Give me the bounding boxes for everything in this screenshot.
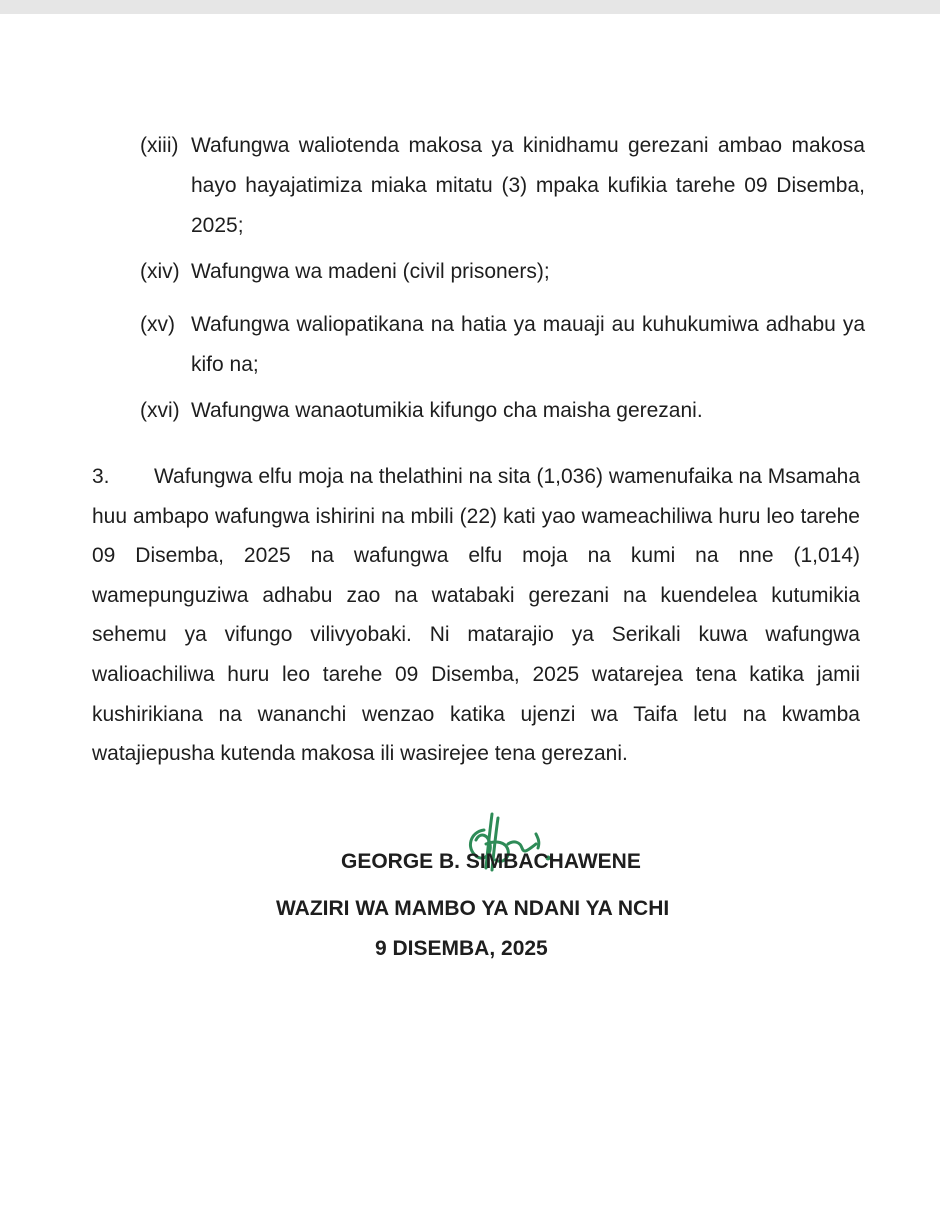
list-item-number: (xvi) [140, 399, 180, 422]
list-item-number: (xv) [140, 313, 175, 336]
signature-date: 9 DISEMBA, 2025 [375, 937, 548, 960]
list-item-xvi [140, 391, 865, 431]
paragraph-3 [92, 457, 860, 774]
list-item-text: Wafungwa waliopatikana na hatia ya mauaji au kuhukumiwa adhabu ya kifo na; [191, 313, 865, 376]
list-item-xv [140, 305, 865, 385]
top-border-band [0, 0, 940, 14]
signatory-name: GEORGE B. SIMBACHAWENE [341, 850, 641, 873]
list-item-text: Wafungwa wanaotumikia kifungo cha maisha gerezani. [191, 399, 703, 422]
document-page [0, 14, 940, 1210]
list-item-number: (xiii) [140, 134, 179, 157]
signatory-title: WAZIRI WA MAMBO YA NDANI YA NCHI [276, 897, 670, 920]
list-item-xiii [140, 126, 865, 246]
paragraph-number: 3. [92, 465, 110, 488]
paragraph-text: Wafungwa elfu moja na thelathini na sita (1,036) wamenufaika na Msamaha huu ambapo wafungwa ishirini na mbili (22) kati yao wameachiliwa huru leo tarehe 09 Disemba, 2025 na wafungwa elfu moja na kumi na nne (1,014) wamepunguziwa adhabu zao na watabaki gerezani na kuendelea kutumikia sehemu ya vifungo vilivyobaki. Ni matarajio ya Serikali kuwa wafungwa walioachiliwa huru leo tarehe 09 Disemba, 2025 watarejea tena katika jamii kushirikiana na wananchi wenzao katika ujenzi wa Taifa letu na kwamba watajiepusha kutenda makosa ili wasirejee tena gerezani. [92, 465, 860, 766]
list-item-xiv [140, 252, 865, 292]
list-item-text: Wafungwa wa madeni (civil prisoners); [191, 260, 550, 283]
list-item-number: (xiv) [140, 260, 180, 283]
list-item-text: Wafungwa waliotenda makosa ya kinidhamu gerezani ambao makosa hayo hayajatimiza miaka mitatu (3) mpaka kufikia tarehe 09 Disemba, 2025; [191, 134, 865, 237]
